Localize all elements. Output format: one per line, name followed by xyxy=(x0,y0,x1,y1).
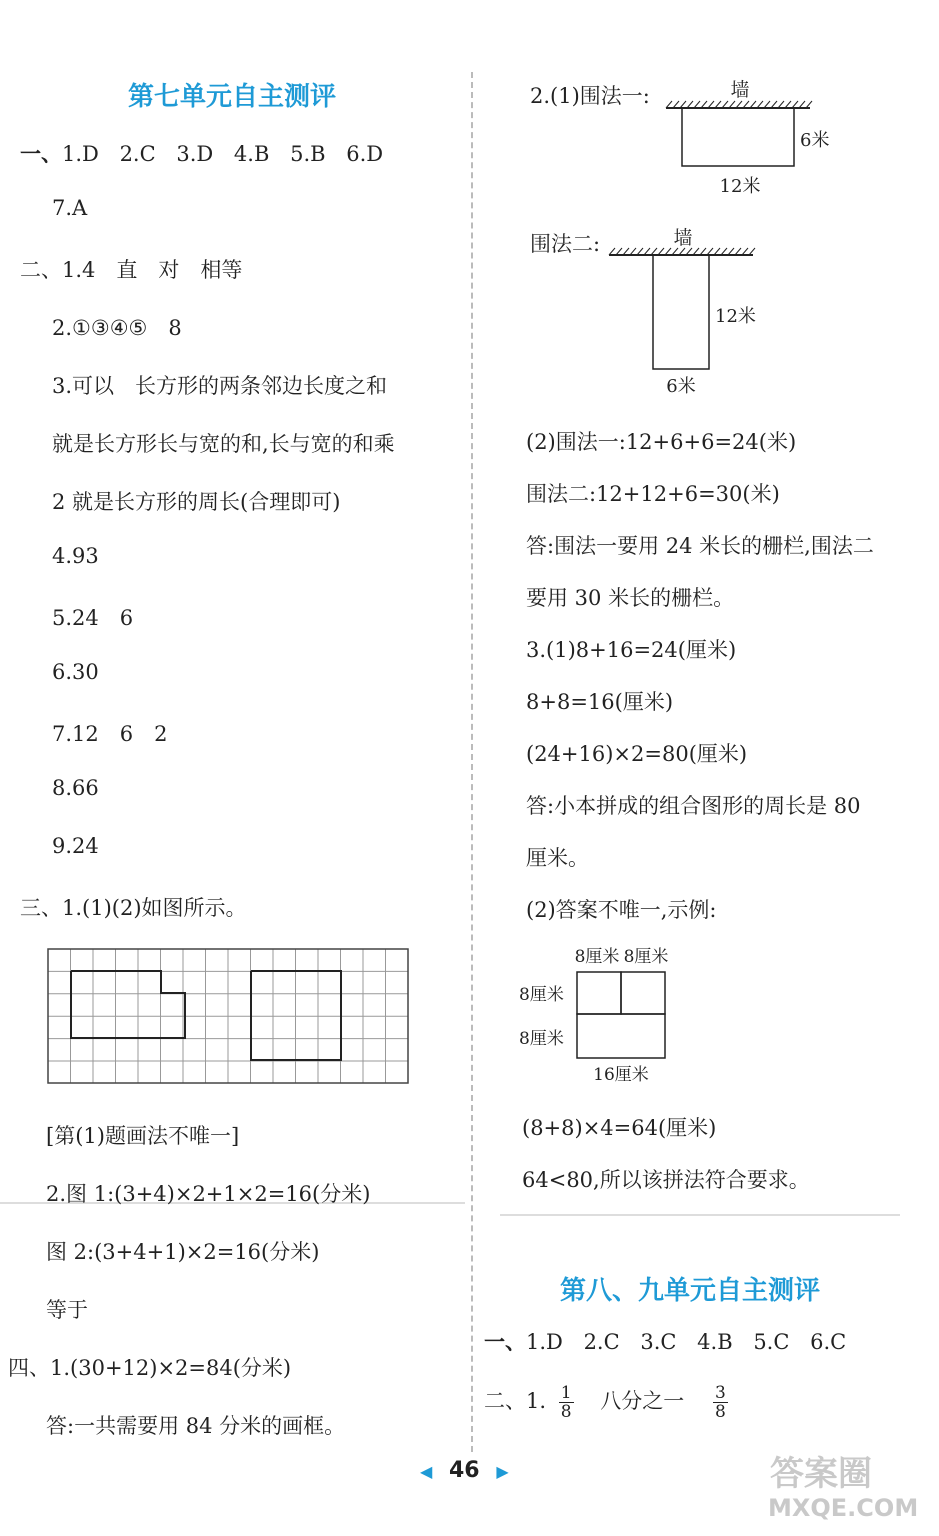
hatch-mark xyxy=(708,101,714,108)
hatch-mark xyxy=(742,248,748,255)
r-line-4: 围法二:12+12+6=30(米) xyxy=(526,482,780,506)
hatch-mark xyxy=(673,101,679,108)
fig3-left-label-1: 8厘米 xyxy=(519,985,564,1005)
hatch-mark xyxy=(623,248,629,255)
hatch-mark xyxy=(757,101,763,108)
hatch-mark xyxy=(609,248,615,255)
r-line-11: 厘米。 xyxy=(526,846,589,870)
fig2-fence xyxy=(653,255,709,369)
hatch-mark xyxy=(687,101,693,108)
r-line-1: 2.(1)围法一: xyxy=(530,84,650,108)
fig3-left-label-2: 8厘米 xyxy=(519,1029,564,1049)
u89-answer-1: 1.D xyxy=(526,1330,563,1354)
u89-section-2-row xyxy=(484,1384,734,1421)
hatch-mark xyxy=(630,248,636,255)
u89-s2-prefix: 二、1. xyxy=(484,1389,547,1413)
fig2-wall-label: 墙 xyxy=(673,227,693,249)
u89-answer-6: 6.C xyxy=(810,1330,847,1354)
r-line-6: 要用 30 米长的栅栏。 xyxy=(526,586,735,610)
fig1-wall-hatch xyxy=(666,101,812,108)
hatch-mark xyxy=(666,101,672,108)
s2-line-8: 6.30 xyxy=(52,660,99,684)
fig2-side-label: 12米 xyxy=(715,306,756,327)
combined-figure xyxy=(515,940,690,1090)
section-1-row xyxy=(20,138,383,168)
fig3-square-1 xyxy=(577,972,621,1014)
hatch-mark xyxy=(735,248,741,255)
hatch-mark xyxy=(764,101,770,108)
fig3-square-2 xyxy=(621,972,665,1014)
s3-line-5: 等于 xyxy=(46,1298,88,1322)
u89-section-1-row xyxy=(484,1326,846,1356)
s2-line-5: 2 就是长方形的周长(合理即可) xyxy=(52,490,341,514)
s3-line-1: 三、1.(1)(2)如图所示。 xyxy=(20,896,247,920)
answer-1: 1.D xyxy=(62,142,99,166)
page-number-bar xyxy=(420,1458,509,1483)
fence-figure-1 xyxy=(660,74,840,200)
right-separator xyxy=(500,1214,900,1216)
s3-line-4: 图 2:(3+4+1)×2=16(分米) xyxy=(46,1240,320,1264)
r-line-9: (24+16)×2=80(厘米) xyxy=(526,742,748,766)
fraction-one-eighth xyxy=(559,1384,574,1421)
hatch-mark xyxy=(721,248,727,255)
r-line-3: (2)围法一:12+6+6=24(米) xyxy=(526,430,797,454)
hatch-mark xyxy=(637,248,643,255)
hatch-mark xyxy=(749,248,755,255)
u89-s2-word: 八分之一 xyxy=(600,1389,685,1413)
fraction-1-denominator: 8 xyxy=(560,1402,572,1422)
r-line-7: 3.(1)8+16=24(厘米) xyxy=(526,638,737,662)
hatch-mark xyxy=(693,248,699,255)
hatch-mark xyxy=(715,101,721,108)
prev-page-icon: ◀ xyxy=(420,1462,433,1481)
drawn-shape-1 xyxy=(71,971,185,1038)
hatch-mark xyxy=(679,248,685,255)
fig1-side-label: 6米 xyxy=(800,130,830,151)
fraction-2-denominator: 8 xyxy=(714,1402,726,1422)
s3-line-2: [第(1)题画法不唯一] xyxy=(46,1124,240,1148)
s2-line-6: 4.93 xyxy=(52,544,99,568)
hatch-mark xyxy=(743,101,749,108)
fig3-top-label-1: 8厘米 xyxy=(574,947,620,967)
hatch-mark xyxy=(701,101,707,108)
fig3-rect xyxy=(577,1014,665,1058)
hatch-mark xyxy=(771,101,777,108)
fraction-2-numerator: 3 xyxy=(714,1383,726,1403)
r-line-12: (2)答案不唯一,示例: xyxy=(526,898,717,922)
hatch-mark xyxy=(665,248,671,255)
s4-line-1: 四、1.(30+12)×2=84(分米) xyxy=(8,1356,292,1380)
r-line-5: 答:围法一要用 24 米长的栅栏,围法二 xyxy=(526,534,874,558)
hatch-mark xyxy=(792,101,798,108)
fraction-1-numerator: 1 xyxy=(560,1383,572,1403)
hatch-mark xyxy=(680,101,686,108)
unit-7-title: 第七单元自主测评 xyxy=(128,82,337,112)
s2-line-7: 5.24 6 xyxy=(52,606,134,630)
s2-line-2: 2.①③④⑤ 8 xyxy=(52,316,182,340)
fence-figure-2 xyxy=(605,222,765,400)
hatch-mark xyxy=(799,101,805,108)
s2-line-11: 9.24 xyxy=(52,834,99,858)
u89-section-1-label: 一、 xyxy=(484,1330,526,1354)
hatch-mark xyxy=(644,248,650,255)
hatch-mark xyxy=(806,101,812,108)
answer-3: 3.D xyxy=(176,142,214,166)
hatch-mark xyxy=(694,101,700,108)
section-1-label: 一、 xyxy=(20,142,62,166)
fig3-bottom-label: 16厘米 xyxy=(593,1065,649,1085)
hatch-mark xyxy=(707,248,713,255)
fig1-fence xyxy=(682,108,794,166)
answer-4: 4.B xyxy=(233,142,270,166)
fig3-top-label-2: 8厘米 xyxy=(623,947,669,967)
hatch-mark xyxy=(729,101,735,108)
watermark-url: MXQE.COM xyxy=(768,1494,919,1522)
u89-answer-5: 5.C xyxy=(753,1330,790,1354)
hatch-mark xyxy=(616,248,622,255)
hatch-mark xyxy=(736,101,742,108)
hatch-mark xyxy=(778,101,784,108)
hatch-mark xyxy=(785,101,791,108)
u89-answer-2: 2.C xyxy=(583,1330,620,1354)
fig1-bottom-label: 12米 xyxy=(719,176,761,197)
hatch-mark xyxy=(750,101,756,108)
fig2-wall-hatch xyxy=(609,248,755,255)
grid-lines xyxy=(48,949,408,1083)
hatch-mark xyxy=(651,248,657,255)
s2-line-1: 二、1.4 直 对 相等 xyxy=(20,258,243,282)
fraction-three-eighths xyxy=(713,1384,728,1421)
s3-line-3: 2.图 1:(3+4)×2+1×2=16(分米) xyxy=(46,1182,371,1206)
unit-8-9-title: 第八、九单元自主测评 xyxy=(560,1276,821,1306)
r-line-10: 答:小本拼成的组合图形的周长是 80 xyxy=(526,794,861,818)
column-divider xyxy=(471,72,473,1452)
s2-line-3: 3.可以 长方形的两条邻边长度之和 xyxy=(52,374,388,398)
s2-line-10: 8.66 xyxy=(52,776,99,800)
grid-figure xyxy=(47,948,409,1084)
fig1-wall-label: 墙 xyxy=(730,79,750,101)
hatch-mark xyxy=(658,248,664,255)
next-page-icon: ▶ xyxy=(496,1462,509,1481)
s2-line-9: 7.12 6 2 xyxy=(52,722,168,746)
r-line-8: 8+8=16(厘米) xyxy=(526,690,674,714)
r-line-14: 64<80,所以该拼法符合要求。 xyxy=(522,1168,810,1192)
r-line-2: 围法二: xyxy=(530,232,601,256)
hatch-mark xyxy=(728,248,734,255)
u89-answer-3: 3.C xyxy=(640,1330,677,1354)
hatch-mark xyxy=(686,248,692,255)
hatch-mark xyxy=(672,248,678,255)
watermark-logo: 答案圈 xyxy=(770,1454,872,1494)
u89-answer-4: 4.B xyxy=(697,1330,733,1354)
s2-line-4: 就是长方形长与宽的和,长与宽的和乘 xyxy=(52,432,395,456)
answer-2: 2.C xyxy=(119,142,156,166)
hatch-mark xyxy=(714,248,720,255)
r-line-13: (8+8)×4=64(厘米) xyxy=(522,1116,717,1140)
hatch-mark xyxy=(700,248,706,255)
s4-line-2: 答:一共需要用 84 分米的画框。 xyxy=(46,1414,346,1438)
answer-7: 7.A xyxy=(52,196,88,220)
answer-6: 6.D xyxy=(346,142,384,166)
fig2-bottom-label: 6米 xyxy=(666,376,696,397)
hatch-mark xyxy=(722,101,728,108)
page-number: 46 xyxy=(449,1458,480,1483)
answer-5: 5.B xyxy=(290,142,326,166)
